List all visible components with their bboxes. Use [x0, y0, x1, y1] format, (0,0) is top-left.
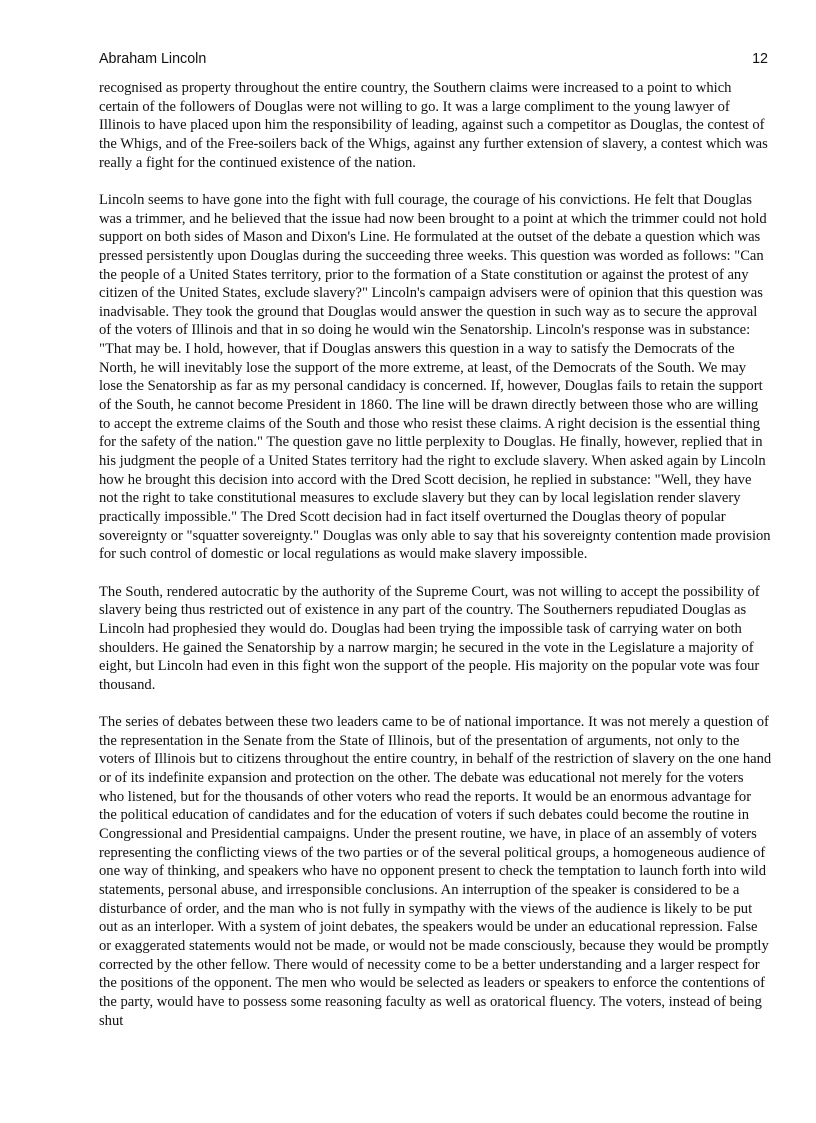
paragraph: The series of debates between these two leaders came to be of national importance. It was not merely a question of the representation in the Senate from the State of Illinois, but of the presentation of arguments, not only to the voters of Illinois but to citizens throughout the entire country, in behalf of the restriction of slavery on the one hand or of its indefinite expansion and protection on the other. The debate was educational not merely for the voters who listened, but for the thousands of other voters who read the reports. It would be an enormous advantage for the political education of candidates and for the education of voters if such debates could become the routine in Congressional and Presidential campaigns. Under the present routine, we have, in place of an assembly of voters representing the conflicting views of the two parties or of the several political groups, a homogeneous audience of one way of thinking, and speakers who have no opponent present to check the temptation to launch forth into wild statements, personal abuse, and irresponsible conclusions. An interruption of the speaker is considered to be a disturbance of order, and the man who is not fully in sympathy with the views of the audience is likely to be put out as an interloper. With a system of joint debates, the speakers would be under an educational repression. False or exaggerated statements would not be made, or would not be made consciously, because they would be promptly corrected by the other fellow. There would of necessity come to be a better understanding and a larger respect for the positions of the opponent. The men who would be selected as leaders or speakers to enforce the contentions of the party, would have to possess some reasoning faculty as well as oratorical fluency. The voters, instead of being shut	[99, 714, 772, 1029]
paragraph: Lincoln seems to have gone into the fight with full courage, the courage of his convictions. He felt that Douglas was a trimmer, and he believed that the issue had now been brought to a point at which the trimmer could not hold support on both sides of Mason and Dixon's Line. He formulated at the outset of the debate a question which was pressed persistently upon Douglas during the succeeding three weeks. This question was worded as follows: "Can the people of a United States territory, prior to the formation of a State constitution or against the protest of any citizen of the United States, exclude slavery?" Lincoln's campaign advisers were of opinion that this question was inadvisable. They took the ground that Douglas would answer the question in such way as to secure the approval of the voters of Illinois and that in so doing he would win the Senatorship. Lincoln's response was in substance: "That may be. I hold, however, that if Douglas answers this question in a way to satisfy the Democrats of the North, he will inevitably lose the support of the more extreme, at least, of the Democrats of the South. We may lose the Senatorship as far as my personal candidacy is concerned. If, however, Douglas fails to retain the support of the South, he cannot become President in 1860. The line will be drawn directly between those who are willing to accept the extreme claims of the South and those who resist these claims. A right decision is the essential thing for the safety of the nation." The question gave no little perplexity to Douglas. He finally, however, replied that in his judgment the people of a United States territory had the right to exclude slavery. When asked again by Lincoln how he brought this decision into accord with the Dred Scott decision, he replied in substance: "Well, they have not the right to take constitutional measures to exclude slavery but they can by local legislation render slavery practically impossible." The Dred Scott decision had in fact itself overturned the Douglas theory of popular sovereignty or "squatter sovereignty." Douglas was only able to say that his sovereignty contention made provision for such control of domestic or local regulations as would make slavery impossible.	[99, 191, 771, 563]
paragraph: The South, rendered autocratic by the authority of the Supreme Court, was not willing to accept the possibility of slavery being thus restricted out of existence in any part of the country. The Southerners repudiated Douglas as Lincoln had prophesied they would do. Douglas had been trying the impossible task of carrying water on both shoulders. He gained the Senatorship by a narrow margin; he secured in the vote in the Legislature a majority of eight, but Lincoln had even in this fight won the support of the people. His majority on the popular vote was four thousand.	[99, 583, 760, 693]
running-header	[99, 51, 768, 71]
page-number: 12	[752, 51, 768, 67]
body-text	[99, 79, 772, 1030]
paragraph: recognised as property throughout the entire country, the Southern claims were increased to a point to which certain of the followers of Douglas were not willing to go. It was a large compliment to the young lawyer of Illinois to have placed upon him the responsibility of leading, against such a competitor as Douglas, the contest of the Whigs, and of the Free-soilers back of the Whigs, against any further extension of slavery, a contest which was really a fight for the continued existence of the nation.	[99, 80, 768, 171]
header-title: Abraham Lincoln	[99, 51, 207, 67]
